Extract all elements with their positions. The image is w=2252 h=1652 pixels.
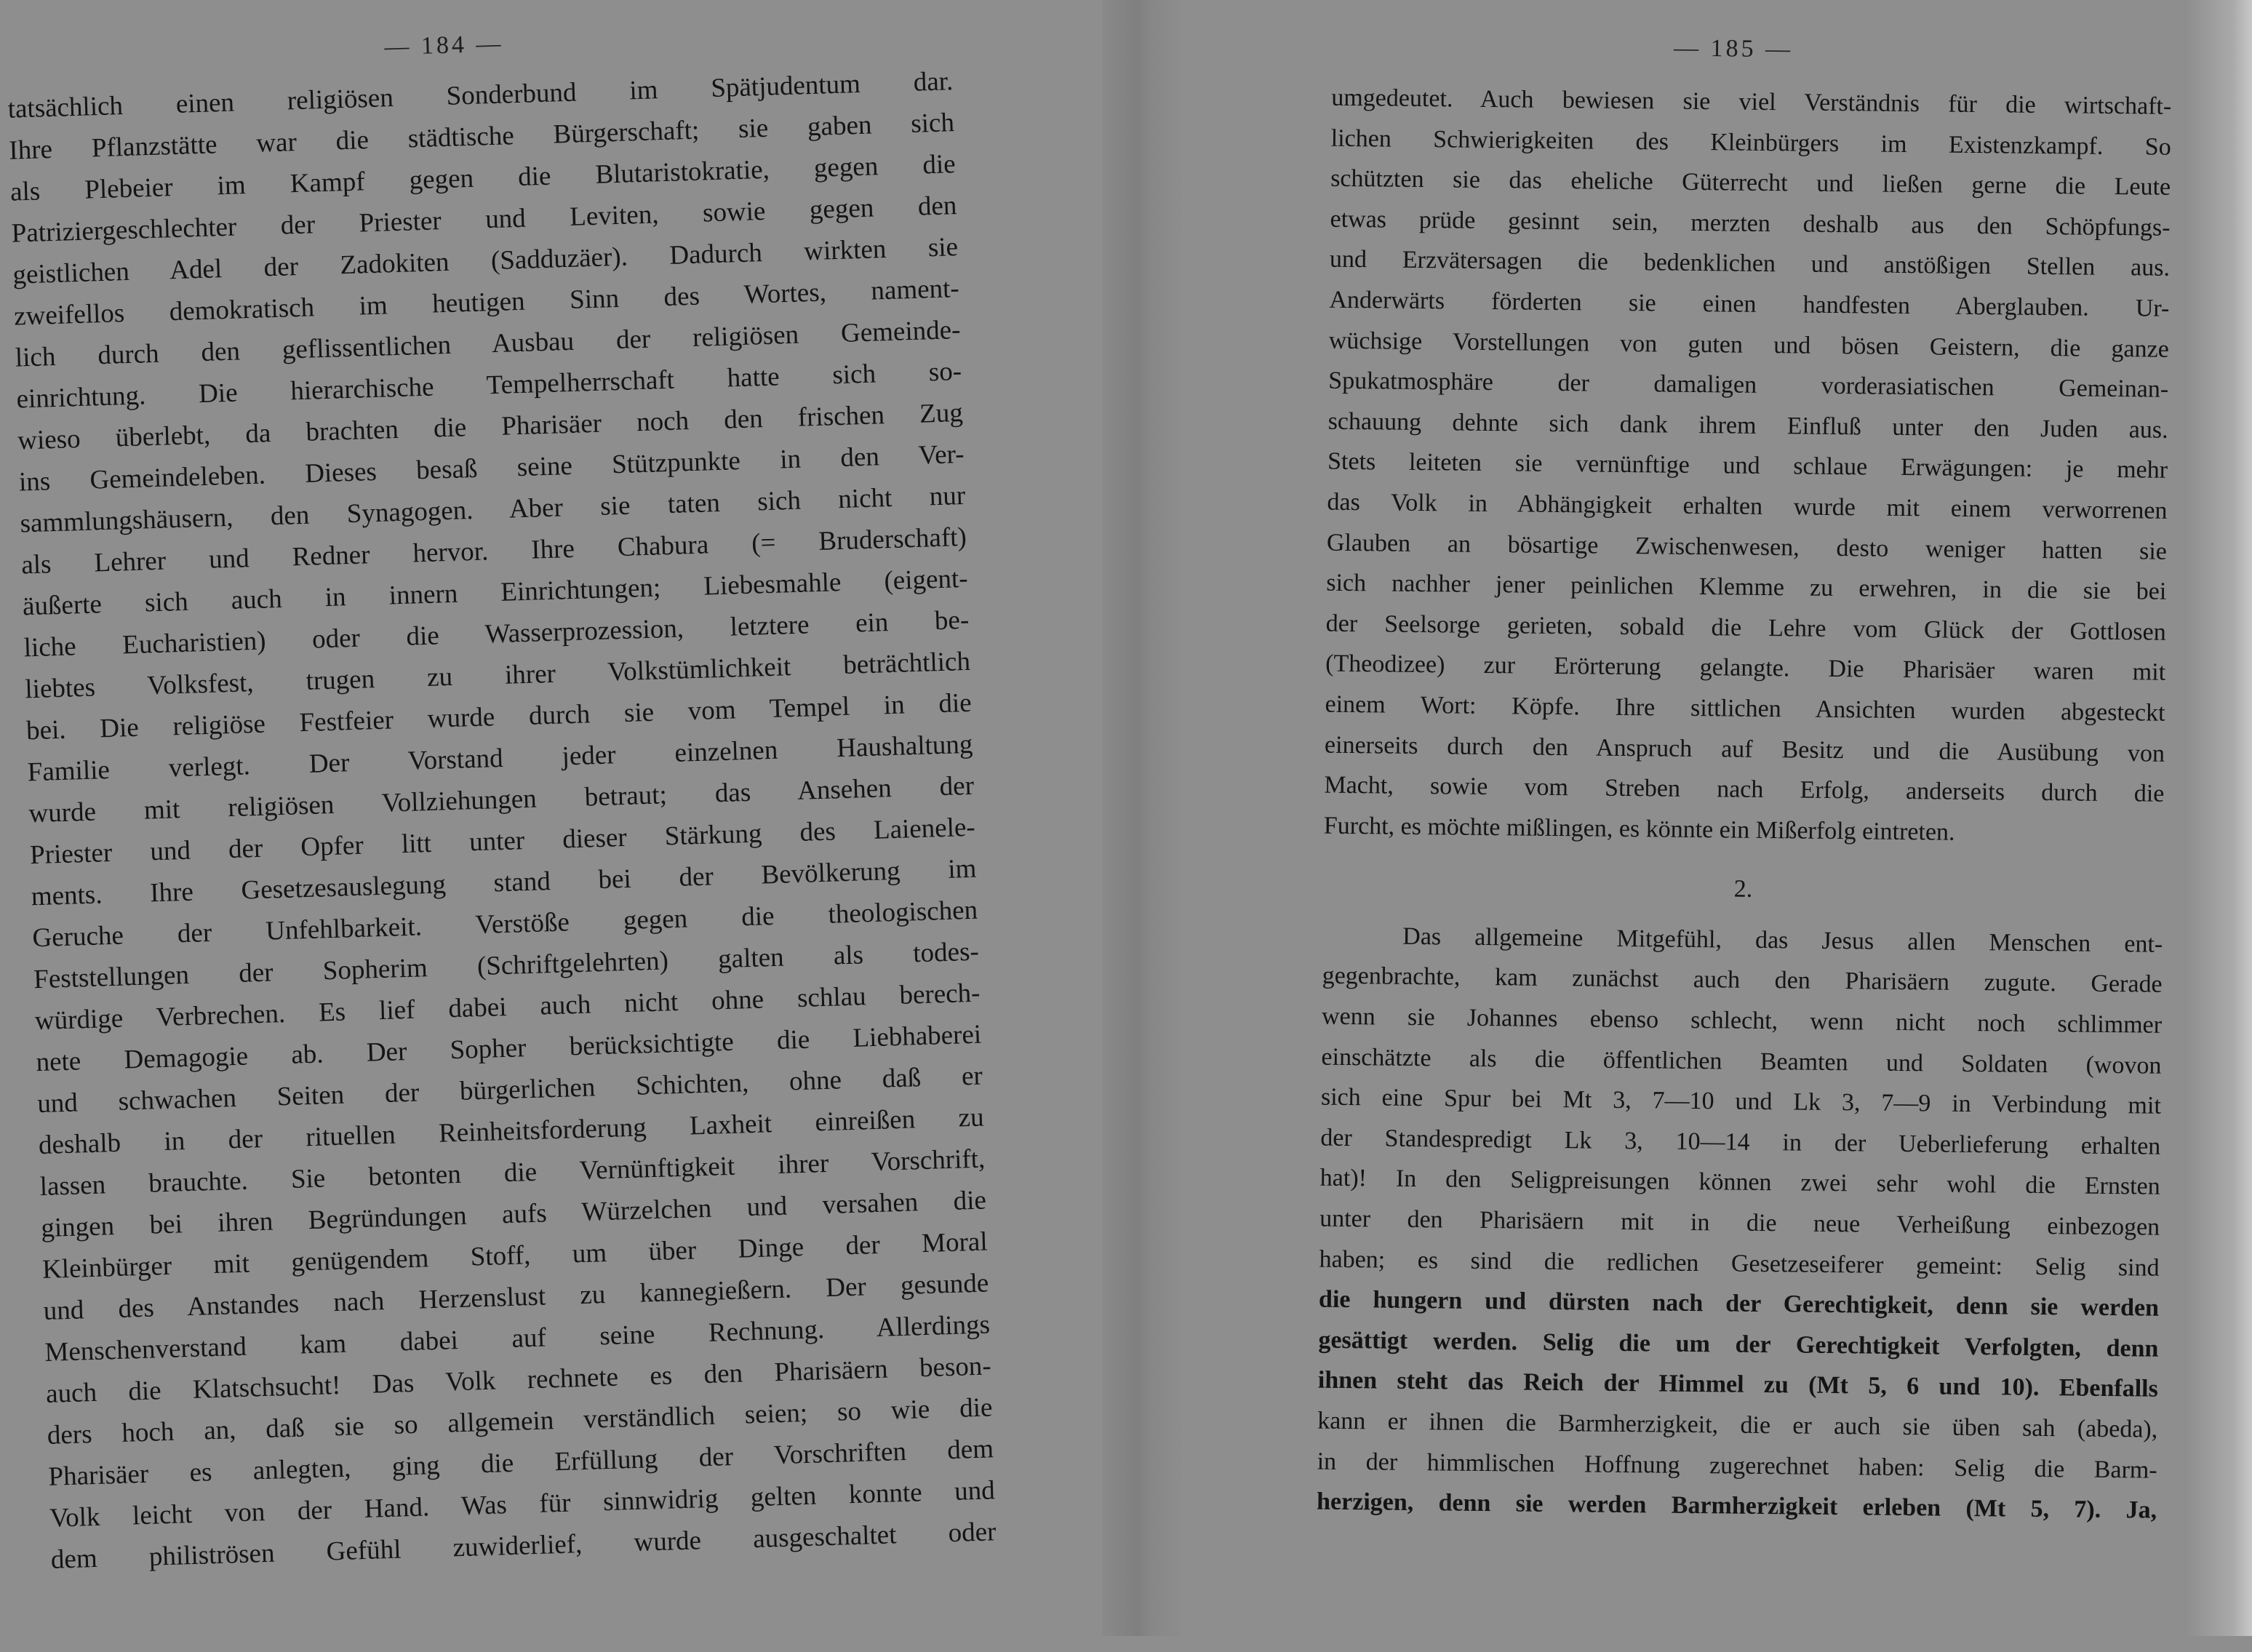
page-number: — 184 — [383, 30, 504, 61]
text-line: Macht, sowie vom Streben nach Erfolg, anderseits durch die [1324, 771, 2165, 807]
text-line: einem Wort: Köpfe. Ihre sittlichen Ansichten wurden abgesteckt [1325, 690, 2165, 727]
text-line: wieso überlebt, da brachten die Pharisäer noch den frischen Zug [17, 397, 964, 456]
text-line: Spukatmosphäre der damaligen vorderasiatischen Gemeinan- [1328, 367, 2169, 403]
text-line: Stets leiteten sie vernünftige und schlaue Erwägungen: je mehr [1327, 448, 2168, 484]
text-line: Geruche der Unfehlbarkeit. Verstöße gegen die theologischen [31, 895, 978, 954]
text-line: würdige Verbrechen. Es lief dabei auch nicht ohne schlau berech- [34, 978, 981, 1037]
text-line: Anderwärts förderten sie einen handfesten Aberglauben. Ur- [1329, 286, 2170, 322]
text-line: liche Eucharistien) oder die Wasserprozession, letztere ein be- [23, 604, 970, 663]
text-line: nete Demagogie ab. Der Sopher berücksichtigte die Liebhaberei [36, 1019, 982, 1078]
text-line: Patriziergeschlechter der Priester und Leviten, sowie gegen den [11, 191, 957, 249]
text-line: deshalb in der rituellen Reinheitsforderung Laxheit einreißen zu [38, 1102, 985, 1161]
text-line: Menschenverstand kam dabei auf seine Rechnung. Allerdings [44, 1309, 991, 1368]
text-line: sich nachher jener peinlichen Klemme zu erwehren, in die sie bei [1326, 569, 2167, 605]
text-line: und des Anstandes nach Herzenslust zu kannegießern. Der gesunde [43, 1268, 989, 1326]
text-line: umgedeutet. Auch bewiesen sie viel Verständnis für die wirtschaft- [1331, 84, 2172, 120]
text-line: lich durch den geflissentlichen Ausbau der religiösen Gemeinde- [15, 315, 961, 373]
text-line: Glauben an bösartige Zwischenwesen, desto weniger hatten sie [1326, 529, 2168, 565]
text-line: Furcht, es möchte mißlingen, es könnte ein Mißerfolg eintreten. [1323, 812, 1955, 846]
text-line: hat)! In den Seligpreisungen können zwei sehr wohl die Ernsten [1319, 1165, 2160, 1201]
text-line: Priester und der Opfer litt unter dieser Stärkung des Laienele- [29, 812, 976, 871]
text-line: etwas prüde gesinnt sein, merzten deshalb aus den Schöpfungs- [1330, 205, 2171, 242]
text-line: sich eine Spur bei Mt 3, 7—10 und Lk 3, 7—9 in Verbindung mit [1320, 1083, 2162, 1120]
text-line: wüchsige Vorstellungen von guten und bösen Geistern, die ganze [1328, 327, 2169, 363]
text-line: Pharisäer es anlegten, ging die Erfüllung der Vorschriften dem [47, 1434, 994, 1492]
text-line: als Lehrer und Redner hervor. Ihre Chabura (= Bruderschaft) [20, 522, 967, 580]
text-line: wurde mit religiösen Vollziehungen betraut; das Ansehen der [28, 770, 975, 829]
text-line: bei. Die religiöse Festfeier wurde durch sie vom Tempel in die [25, 687, 973, 746]
text-line: Volk leicht von der Hand. Was für sinnwidrig gelten konnte und [49, 1475, 996, 1533]
text-line: gegenbrachte, kam zunächst auch den Pharisäern zugute. Gerade [1322, 962, 2163, 999]
text-line: und Erzvätersagen die bedenklichen und anstößigen Stellen aus. [1329, 246, 2171, 282]
text-line: lassen brauchte. Sie betonten die Vernünftigkeit ihrer Vorschrift, [39, 1144, 986, 1202]
text-line: liebtes Volksfest, trugen zu ihrer Volkstümlichkeit beträchtlich [24, 646, 971, 705]
text-line: lichen Schwierigkeiten des Kleinbürgers im Existenzkampf. So [1330, 124, 2171, 161]
text-line: äußerte sich auch in innern Einrichtungen; Liebesmahle (eigent- [22, 563, 969, 622]
text-line: Ihre Pflanzstätte war die städtische Bürgerschaft; sie gaben sich [8, 108, 955, 166]
text-line: die hungern und dürsten nach der Gerechtigkeit, denn sie werden [1318, 1285, 2160, 1322]
text-line: unter den Pharisäern mit in die neue Verheißung einbezogen [1319, 1205, 2160, 1241]
text-line: zweifellos demokratisch im heutigen Sinn des Wortes, nament- [13, 274, 960, 332]
text-line: ihnen steht das Reich der Himmel zu (Mt 5, 6 und 10). Ebenfalls [1317, 1367, 2159, 1403]
text-line: einrichtung. Die hierarchische Tempelherrschaft hatte sich so- [15, 356, 962, 415]
section-number: 2. [1733, 875, 1753, 903]
text-line: Feststellungen der Sopherim (Schriftgelehrten) galten als todes- [33, 936, 980, 995]
text-line: haben; es sind die redlichen Gesetzeseiferer gemeint: Selig sind [1319, 1245, 2160, 1282]
text-line: einerseits durch den Anspruch auf Besitz und die Ausübung von [1324, 731, 2165, 767]
text-line: sammlungshäusern, den Synagogen. Aber sie taten sich nicht nur [20, 480, 966, 539]
text-line: das Volk in Abhängigkeit erhalten wurde mit einem verworrenen [1327, 488, 2168, 524]
text-line: tatsächlich einen religiösen Sonderbund im Spätjudentum dar. [7, 66, 954, 124]
text-line: ders hoch an, daß sie so allgemein verständlich seien; so wie die [47, 1392, 993, 1451]
text-line: (Theodizee) zur Erörterung gelangte. Die Pharisäer waren mit [1325, 650, 2166, 687]
text-line: Kleinbürger mit genügendem Stoff, um über Dinge der Moral [41, 1226, 989, 1285]
text-line: ments. Ihre Gesetzesauslegung stand bei der Bevölkerung im [31, 853, 977, 912]
right-page-text [1317, 78, 2172, 1531]
text-line: wenn sie Johannes ebenso schlecht, wenn nicht noch schlimmer [1321, 1002, 2163, 1039]
left-page-text [7, 60, 997, 1581]
text-line: einschätzte als die öffentlichen Beamten und Soldaten (wovon [1321, 1043, 2162, 1080]
text-line: der Standespredigt Lk 3, 10—14 in der Ueberlieferung erhalten [1320, 1124, 2161, 1160]
text-line: der Seelsorge gerieten, sobald die Lehre vom Glück der Gottlosen [1325, 610, 2166, 646]
text-line: schauung dehnte sich dank ihrem Einfluß unter den Juden aus. [1327, 407, 2168, 444]
text-line: herzigen, denn sie werden Barmherzigkeit erleben (Mt 5, 7). Ja, [1316, 1488, 2157, 1524]
text-line: geistlichen Adel der Zadokiten (Sadduzäer). Dadurch wirkten sie [12, 232, 959, 290]
text-line: als Plebeier im Kampf gegen die Blutaristokratie, gegen die [9, 149, 957, 207]
page-number: — 185 — [1673, 34, 1794, 63]
text-line: auch die Klatschsucht! Das Volk rechnete es den Pharisäern beson- [45, 1351, 992, 1409]
text-line: ins Gemeindeleben. Dieses besaß seine Stützpunkte in den Ver- [18, 439, 965, 498]
right-page [1173, 0, 2216, 1641]
text-line: und schwachen Seiten der bürgerlichen Schichten, ohne daß er [36, 1061, 983, 1120]
text-line: gingen bei ihren Begründungen aufs Würzelchen und versahen die [40, 1185, 987, 1244]
text-line: dem philiströsen Gefühl zuwiderlief, wurde ausgeschaltet oder [50, 1517, 997, 1575]
text-line: Familie verlegt. Der Vorstand jeder einzelnen Haushaltung [27, 729, 973, 788]
text-line: Das allgemeine Mitgefühl, das Jesus allen Menschen ent- [1402, 922, 2163, 958]
text-line: schützten sie das eheliche Güterrecht und ließen gerne die Leute [1330, 164, 2171, 201]
text-line: kann er ihnen die Barmherzigkeit, die er auch sie üben sah (abeda), [1317, 1407, 2158, 1443]
text-line: gesättigt werden. Selig die um der Gerechtigkeit Verfolgten, denn [1318, 1326, 2159, 1362]
text-line: in der himmlischen Hoffnung zugerechnet haben: Selig die Barm- [1317, 1448, 2157, 1484]
